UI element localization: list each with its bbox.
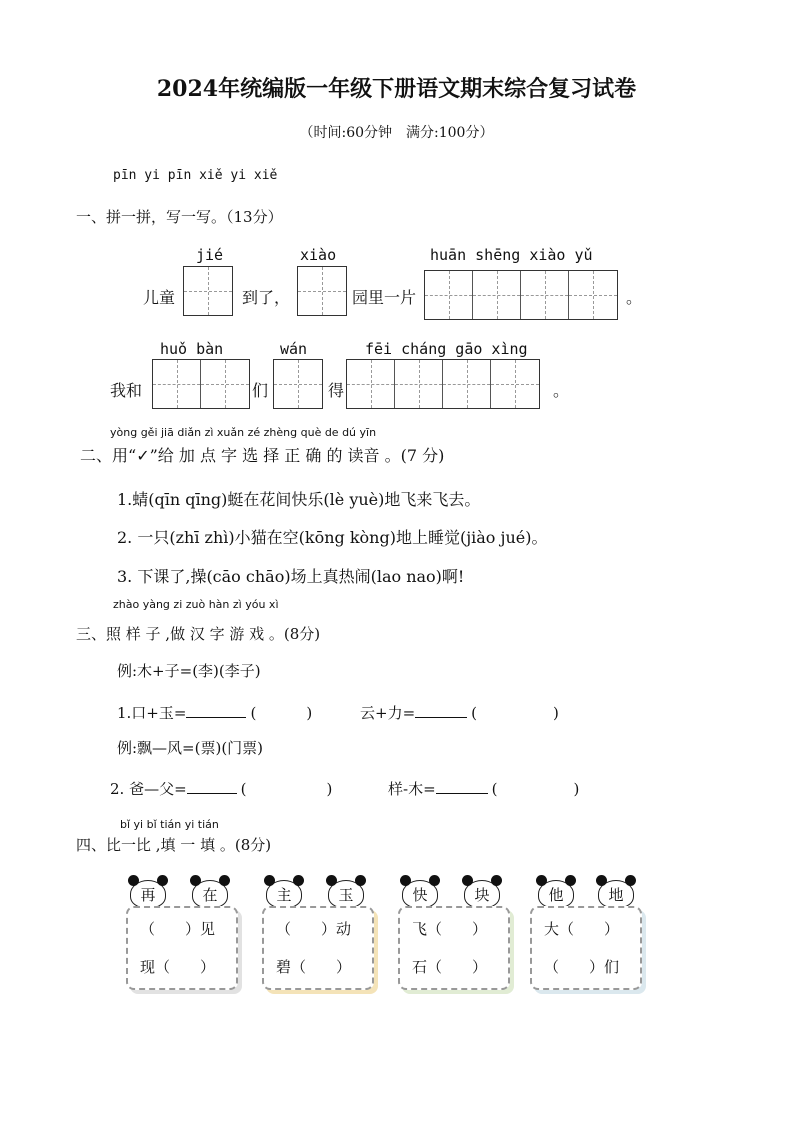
compare-card-3: [398, 906, 510, 990]
panda-char-zhu: 主: [266, 880, 302, 908]
pinyin-huan-sheng-xiao-yu: huān shēng xiào yǔ: [430, 246, 593, 264]
section-2-heading: 二、用“✓”给 加 点 字 选 择 正 确 的 读音 。(7 分): [80, 446, 445, 465]
check-mark-icon: ✓: [136, 446, 150, 465]
card-line[interactable]: 现（ ）: [140, 958, 216, 976]
answer-blank[interactable]: [415, 717, 467, 718]
text-wohe: 我和: [110, 381, 143, 400]
text-de: 得: [328, 381, 345, 400]
question-3-1b: 云+力= ( ): [360, 704, 559, 722]
panda-char-zai1: 再: [130, 880, 166, 908]
card-line[interactable]: （ ）们: [544, 958, 620, 976]
pinyin-feichang-gaoxing: fēi cháng gāo xìng: [365, 340, 528, 358]
section-4-pinyin-title: bǐ yi bǐ tián yi tián: [120, 818, 219, 831]
page-title: 2024年统编版一年级下册语文期末综合复习试卷: [156, 76, 637, 102]
card-line[interactable]: （ ）见: [140, 920, 216, 938]
writing-grid-6[interactable]: [346, 359, 540, 409]
writing-grid-5[interactable]: [273, 359, 323, 409]
answer-blank[interactable]: [436, 793, 488, 794]
pinyin-wan: wán: [280, 340, 308, 358]
section-3-pinyin-title: zhào yàng zi zuò hàn zì yóu xì: [113, 598, 279, 611]
panda-char-zai2: 在: [192, 880, 228, 908]
section-4-heading: 四、比一比 ,填 一 填 。(8分): [76, 836, 272, 854]
panda-char-di: 地: [598, 880, 634, 908]
panda-char-kuai2: 块: [464, 880, 500, 908]
section-2-pinyin-title: yòng gěi jiā diǎn zì xuǎn zé zhèng què de dú yīn: [110, 426, 377, 439]
panda-char-ta: 他: [538, 880, 574, 908]
writing-grid-2[interactable]: [297, 266, 347, 316]
question-3-2b: 样-木= ( ): [388, 780, 580, 798]
pinyin-huoban: huǒ bàn: [160, 340, 224, 358]
answer-blank[interactable]: [186, 717, 246, 718]
card-line[interactable]: （ ）动: [276, 920, 352, 938]
text-period-1: 。: [626, 288, 643, 307]
writing-grid-3[interactable]: [424, 270, 618, 320]
writing-grid-4[interactable]: [152, 359, 250, 409]
text-ertong: 儿童: [143, 288, 176, 307]
text-yuanli-yipian: 园里一片: [352, 288, 417, 307]
card-line[interactable]: 飞（ ）: [412, 920, 488, 938]
question-2-2: 2. 一只(zhī zhì)小猫在空(kōng kòng)地上睡觉(jiào jué)。: [117, 528, 548, 547]
card-line[interactable]: 石（ ）: [412, 958, 488, 976]
text-men: 们: [252, 381, 269, 400]
pinyin-jie: jié: [196, 246, 224, 264]
panda-char-kuai1: 快: [402, 880, 438, 908]
pinyin-xiao: xiào: [300, 246, 337, 264]
question-3-2a: 2. 爸—父= ( ): [110, 780, 333, 798]
panda-char-yu: 玉: [328, 880, 364, 908]
example-2: 例:飘—风=(票)(门票): [117, 739, 264, 757]
card-line[interactable]: 碧（ ）: [276, 958, 352, 976]
text-period-2: 。: [553, 381, 570, 400]
question-3-1a: 1.口+玉= ( ): [117, 704, 313, 722]
question-2-1: 1.蜻(qīn qīng)蜓在花间快乐(lè yuè)地飞来飞去。: [117, 490, 481, 509]
question-2-3: 3. 下课了,操(cāo chāo)场上真热闹(lao nao)啊!: [117, 567, 465, 586]
exam-info: （时间:60分钟 满分:100分）: [299, 125, 494, 141]
example-1: 例:木+子=(李)(李子): [117, 662, 261, 680]
answer-blank[interactable]: [187, 793, 237, 794]
writing-grid-1[interactable]: [183, 266, 233, 316]
text-daole: 到了，: [242, 288, 291, 307]
section-1-heading: 一、拼一拼，写一写。（13分）: [76, 208, 283, 226]
compare-card-4: [530, 906, 642, 990]
compare-card-2: [262, 906, 374, 990]
section-3-heading: 三、照 样 子 ,做 汉 字 游 戏 。(8分): [76, 625, 321, 643]
card-line[interactable]: 大（ ）: [544, 920, 620, 938]
section-1-pinyin-title: pīn yi pīn xiě yi xiě: [113, 168, 278, 183]
compare-card-1: [126, 906, 238, 990]
